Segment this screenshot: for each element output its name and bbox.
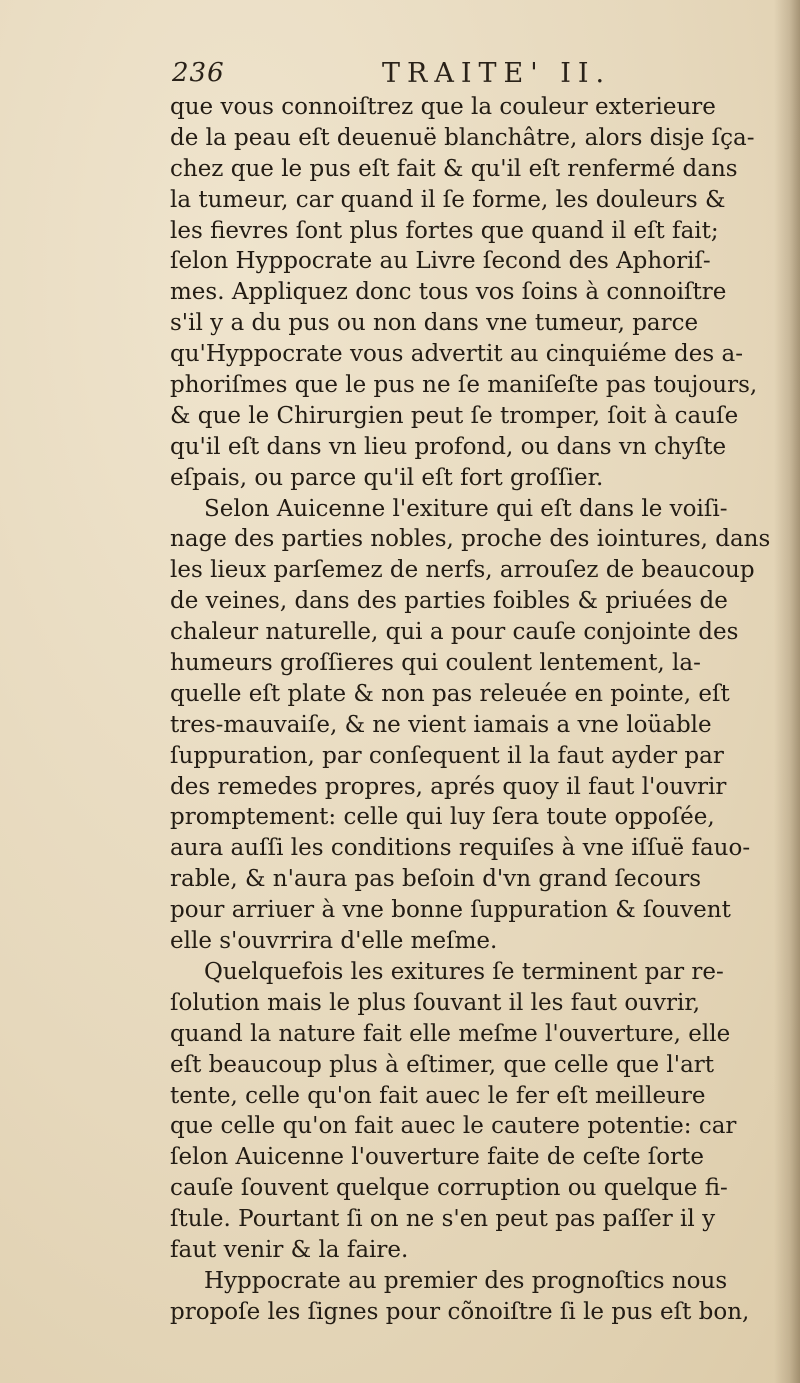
text-line: & que le Chirurgien peut ſe tromper, ſoit à cauſe [170,402,739,429]
text-line: des remedes propres, aprés quoy il faut l'ouvrir [170,773,727,800]
text-line: de veines, dans des parties foibles & priuées de [170,588,728,615]
text-line: phoriſmes que le pus ne ſe maniſeſte pas toujours, [170,372,758,399]
text-line: quand la nature fait elle meſme l'ouverture, elle [170,1020,731,1047]
page-number: 236 [172,58,225,88]
running-title: TRAITE' II. [382,58,612,89]
text-line: faut venir & la faire. [170,1236,409,1263]
text-line: chaleur naturelle, qui a pour cauſe conjointe des [170,619,739,646]
text-line: la tumeur, car quand il ſe forme, les douleurs & [170,186,726,213]
text-line: qu'Hyppocrate vous advertit au cinquiéme des a- [170,341,743,368]
text-line: ſelon Hyppocrate au Livre ſecond des Aphoriſ- [170,248,711,275]
text-line: eſpais, ou parce qu'il eſt fort groſſier. [170,464,604,491]
text-line: rable, & n'aura pas beſoin d'vn grand ſecours [170,866,702,893]
text-line: elle s'ouvrrira d'elle meſme. [170,928,498,955]
text-line: chez que le pus eſt fait & qu'il eſt renfermé dans [170,155,738,182]
text-line: nage des parties nobles, proche des iointures, dans [170,526,771,553]
text-line: quelle eſt plate & non pas releuée en pointe, eſt [170,680,730,707]
text-line: s'il y a du pus ou non dans vne tumeur, parce [170,310,699,337]
text-line: eſt beaucoup plus à eſtimer, que celle que l'art [170,1051,715,1078]
text-line: que celle qu'on fait auec le cautere potentie: car [170,1113,737,1140]
text-line: aura auſſi les conditions requiſes à vne iſſuë fauo- [170,835,751,862]
text-line: ſolution mais le plus ſouvant il les faut ouvrir, [170,989,701,1016]
text-line: ſtule. Pourtant ſi on ne s'en peut pas paſſer il y [170,1206,716,1233]
text-line: tres-mauvaiſe, & ne vient iamais a vne loüable [170,711,712,738]
text-line: mes. Appliquez donc tous vos ſoins à connoiſtre [170,279,727,306]
text-line: ſuppuration, par conſequent il la faut ayder par [170,742,724,769]
text-line: de la peau eſt deuenuë blanchâtre, alors disje ſça- [170,124,755,151]
text-line: qu'il eſt dans vn lieu profond, ou dans vn chyſte [170,433,727,460]
text-line: tente, celle qu'on fait auec le fer eſt meilleure [170,1082,706,1109]
text-line: les fievres ſont plus fortes que quand il eſt fait; [170,217,719,244]
text-line: propoſe les ſignes pour cõnoiſtre ſi le pus eſt bon, [170,1298,750,1325]
text-line: promptement: celle qui luy ſera toute oppoſée, [170,804,715,831]
text-line: pour arriuer à vne bonne ſuppuration & ſouvent [170,897,731,924]
paragraph-start-line: Quelquefois les exitures ſe terminent par re- [204,958,724,985]
paragraph-start-line: Selon Auicenne l'exiture qui eſt dans le voiſi- [204,495,728,522]
body-text [170,92,780,1328]
text-line: humeurs groſſieres qui coulent lentement, la- [170,650,701,677]
paragraph-start-line: Hyppocrate au premier des prognoſtics nous [204,1267,728,1294]
text-line: que vous connoiſtrez que la couleur exterieure [170,94,716,120]
text-line: cauſe ſouvent quelque corruption ou quelque fi- [170,1175,728,1202]
text-line: les lieux parſemez de nerfs, arrouſez de beaucoup [170,557,755,584]
text-line: ſelon Auicenne l'ouverture faite de ceſte ſorte [170,1144,704,1171]
